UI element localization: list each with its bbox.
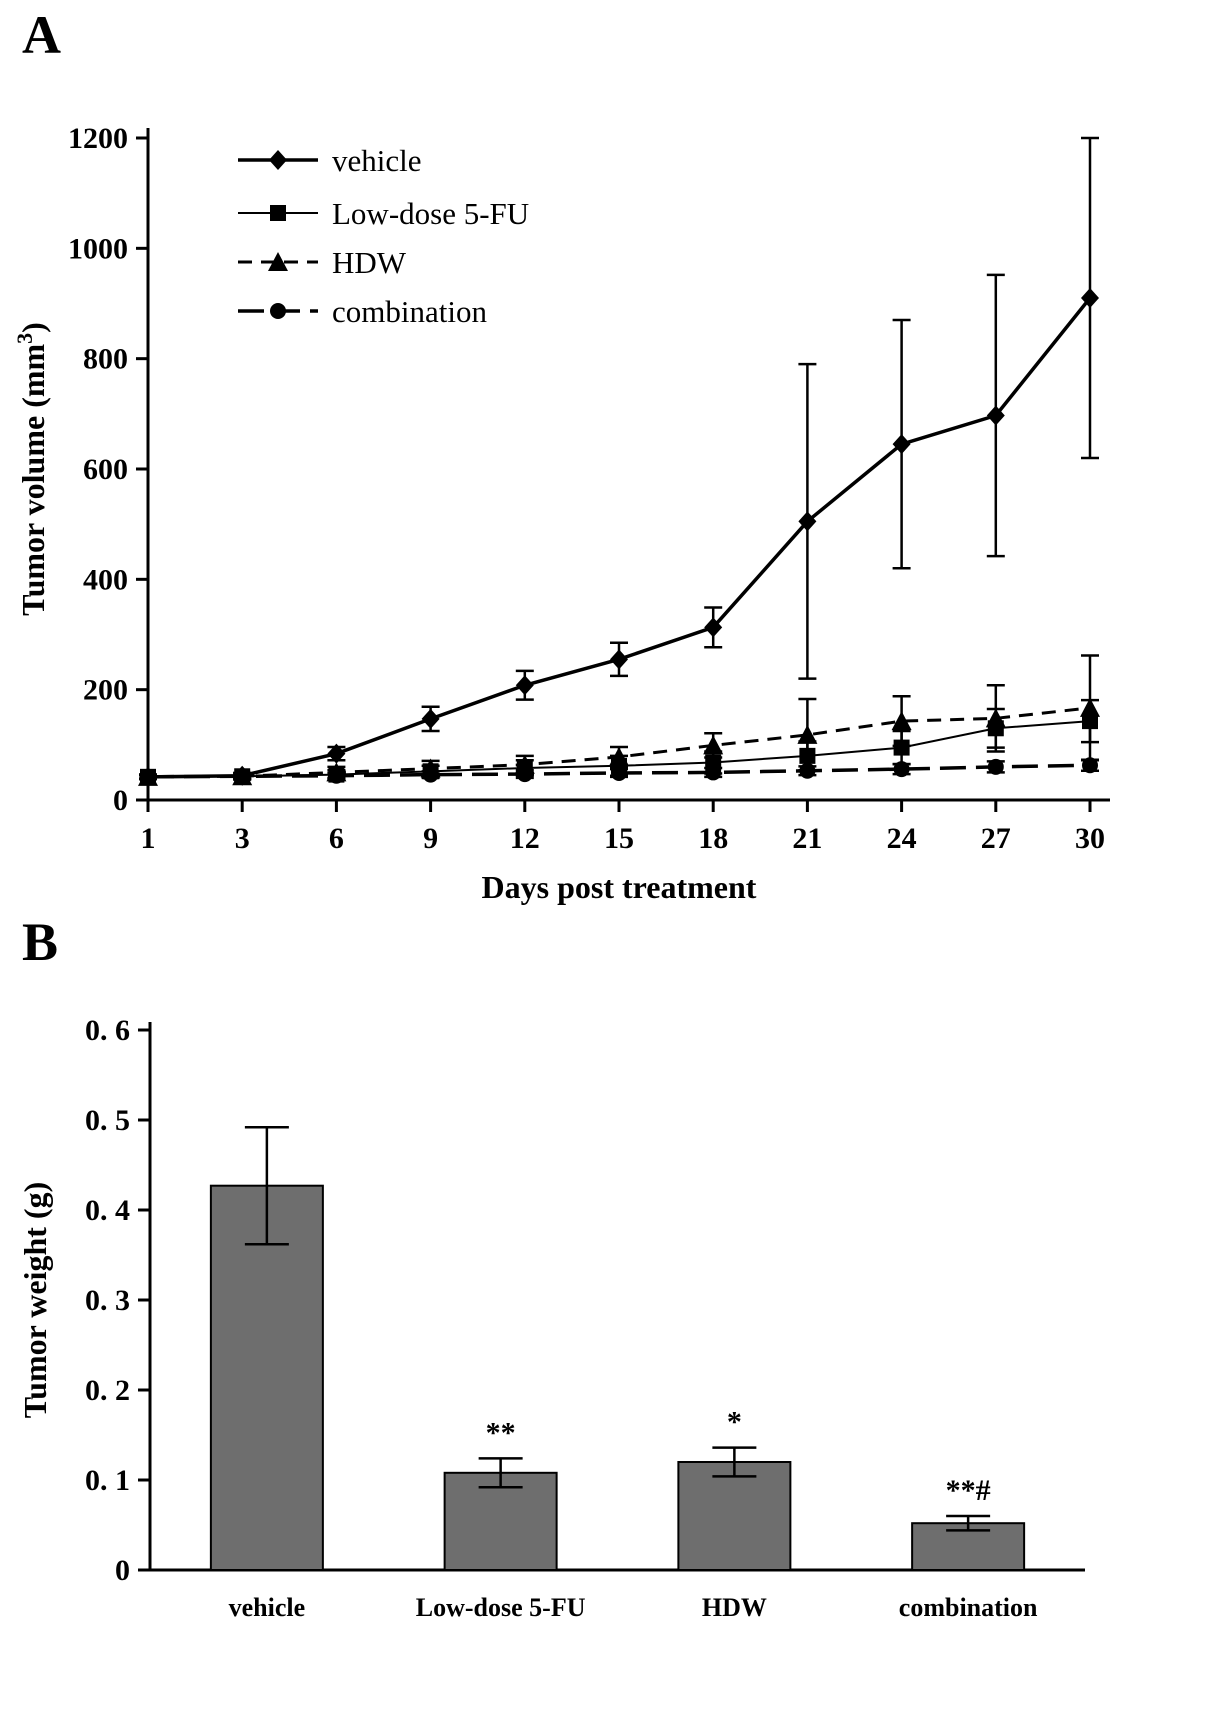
series-vehicle — [139, 138, 1099, 787]
category-label: vehicle — [228, 1593, 306, 1622]
y-tick-label: 0. 5 — [85, 1104, 130, 1137]
marker-diamond — [422, 709, 440, 729]
bar-chart-tumor-weight — [0, 900, 1205, 1720]
x-tick-label: 6 — [328, 822, 344, 855]
category-label: HDW — [701, 1593, 767, 1622]
marker-circle — [140, 769, 156, 785]
x-tick-label: 1 — [140, 822, 156, 855]
legend-label: vehicle — [332, 143, 422, 178]
legend-label: HDW — [332, 245, 407, 280]
marker-circle — [705, 764, 721, 780]
bar — [678, 1462, 790, 1570]
panel-b-label: B — [22, 912, 59, 972]
bar-chart-svg — [0, 900, 1205, 1720]
bar-group — [211, 1127, 323, 1570]
x-tick-label: 12 — [509, 822, 540, 855]
x-tick-label: 27 — [980, 822, 1011, 855]
marker-diamond — [610, 649, 628, 669]
y-tick-label: 0. 2 — [85, 1374, 130, 1407]
marker-circle — [328, 768, 344, 784]
significance-annotation: ** — [485, 1416, 516, 1450]
y-axis-title: Tumor weight (g) — [17, 1181, 53, 1419]
bar-group — [678, 1406, 790, 1570]
marker-diamond — [269, 150, 287, 170]
y-tick-label: 0. 6 — [85, 1014, 130, 1047]
marker-circle — [270, 303, 286, 319]
marker-circle — [1082, 757, 1098, 773]
marker-circle — [894, 761, 910, 777]
x-tick-label: 30 — [1075, 822, 1105, 855]
y-tick-label: 600 — [83, 453, 128, 486]
x-tick-label: 24 — [886, 822, 917, 855]
y-tick-label: 1000 — [68, 232, 128, 266]
x-axis-title: Days post treatment — [481, 869, 757, 905]
y-tick-label: 800 — [83, 342, 128, 376]
y-tick-label: 0. 3 — [85, 1284, 130, 1317]
marker-circle — [234, 768, 250, 784]
legend — [238, 143, 529, 329]
y-tick-label: 0 — [115, 1554, 130, 1587]
marker-square — [270, 205, 286, 221]
y-tick-label: 0. 4 — [85, 1194, 130, 1227]
marker-circle — [611, 765, 627, 781]
category-label: combination — [898, 1593, 1038, 1622]
marker-circle — [423, 767, 439, 783]
legend-label: Low-dose 5-FU — [332, 196, 530, 231]
x-tick-label: 9 — [423, 822, 439, 855]
series-line — [148, 298, 1090, 777]
y-tick-label: 400 — [83, 563, 128, 597]
significance-annotation: **# — [945, 1474, 991, 1507]
marker-circle — [988, 759, 1004, 775]
x-tick-label: 18 — [698, 822, 729, 855]
marker-diamond — [516, 675, 534, 695]
significance-annotation: * — [726, 1405, 742, 1439]
panel-a-label: A — [22, 5, 61, 65]
y-tick-label: 0. 1 — [85, 1464, 130, 1497]
marker-circle — [517, 766, 533, 782]
x-tick-label: 15 — [604, 822, 634, 855]
legend-label: combination — [332, 294, 487, 329]
marker-circle — [799, 763, 815, 779]
category-label: Low-dose 5-FU — [415, 1593, 586, 1622]
x-tick-label: 21 — [792, 822, 823, 855]
y-tick-label: 200 — [83, 673, 128, 707]
bar-group — [445, 1416, 557, 1570]
y-axis-title: Tumor volume $(mm^3)$ — [12, 322, 51, 616]
x-tick-label: 3 — [234, 822, 250, 855]
y-tick-label: 1200 — [68, 122, 128, 155]
y-tick-label: 0 — [113, 784, 128, 817]
bar-group — [912, 1474, 1024, 1570]
